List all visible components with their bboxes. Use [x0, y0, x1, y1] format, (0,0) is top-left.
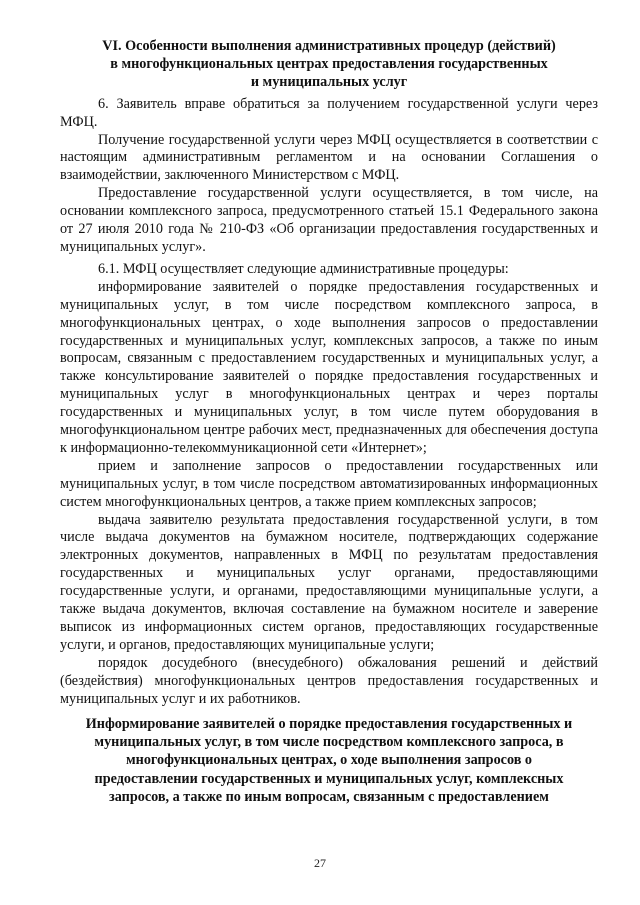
paragraph-6-1: 6.1. МФЦ осуществляет следующие административные процедуры:: [98, 260, 509, 277]
paragraph-6: 6. Заявитель вправе обратиться за получением государственной услуги через МФЦ.: [60, 95, 598, 130]
procedure-appeal: порядок досудебного (внесудебного) обжалования решений и действий (бездействия) многофункциональных центров предоставления государственных и муниципальных услуг и их работников.: [60, 654, 598, 707]
subsection-heading-line: муниципальных услуг, в том числе посредством комплексного запроса, в: [94, 733, 564, 750]
subsection-heading-line: предоставлении государственных и муниципальных услуг, комплексных: [94, 770, 564, 787]
paragraph-complex-request: Предоставление государственной услуги осуществляется, в том числе, на основании комплексного запроса, предусмотренного статьей 15.1 Федерального закона от 27 июля 2010 года № 210-ФЗ «Об организации предоставления государственных и муниципальных услуг».: [60, 185, 598, 255]
procedure-informing: информирование заявителей о порядке предоставления государственных и муниципальных услуг, в том числе посредством комплексного запроса, в многофункциональных центрах, о ходе выполнения запросов о предоставлении государственных и муниципальных услуг, комплексных запросов, а также по иным вопросам, связанным с предоставлением государственных и муниципальных услуг, а также консультирование заявителей о порядке предоставления государственных и муниципальных услуг в многофункциональных центрах и через порталы государственных и муниципальных услуг, в том числе путем оборудования в многофункциональном центре рабочих мест, предназначенных для обеспечения доступа к информационно-телекоммуникационной сети «Интернет»;: [60, 278, 598, 456]
section-heading-line: и муниципальных услуг: [250, 73, 408, 90]
page-number: 27: [314, 856, 326, 870]
section-heading-line: VI. Особенности выполнения административных процедур (действий): [102, 38, 556, 54]
paragraph-mfc-basis: Получение государственной услуги через МФЦ осуществляется в соответствии с настоящим административным регламентом и на основании Соглашения о взаимодействии, заключенного Министерством с МФЦ.: [60, 131, 598, 184]
subsection-heading: [60, 715, 598, 807]
procedure-reception: прием и заполнение запросов о предоставлении государственных или муниципальных услуг, в том числе посредством автоматизированных информационных систем многофункциональных центров, а также прием комплексных запросов;: [60, 457, 598, 510]
procedure-issuing-results: выдача заявителю результата предоставления государственной услуги, в том числе выдача документов на бумажном носителе, подтверждающих содержание электронных документов, направленных в МФЦ по результатам предоставления государственных и муниципальных услуг органами, предоставляющими государственные услуги, и органами, предоставляющими муниципальные услуги, а также выдача документов, включая составление на бумажном носителе и заверение выписок из информационных систем органов, предоставляющих государственные услуги, и органов, предоставляющих муниципальные услуги;: [60, 511, 598, 653]
subsection-heading-line: Информирование заявителей о порядке предоставления государственных и: [85, 715, 573, 732]
subsection-heading-line: запросов, а также по иным вопросам, связанным с предоставлением: [109, 789, 549, 806]
document-page: [60, 38, 598, 811]
section-heading-line: в многофункциональных центрах предоставления государственных: [110, 55, 548, 72]
section-heading: [60, 38, 598, 92]
subsection-heading-line: многофункциональных центрах, о ходе выполнения запросов о: [126, 752, 532, 769]
